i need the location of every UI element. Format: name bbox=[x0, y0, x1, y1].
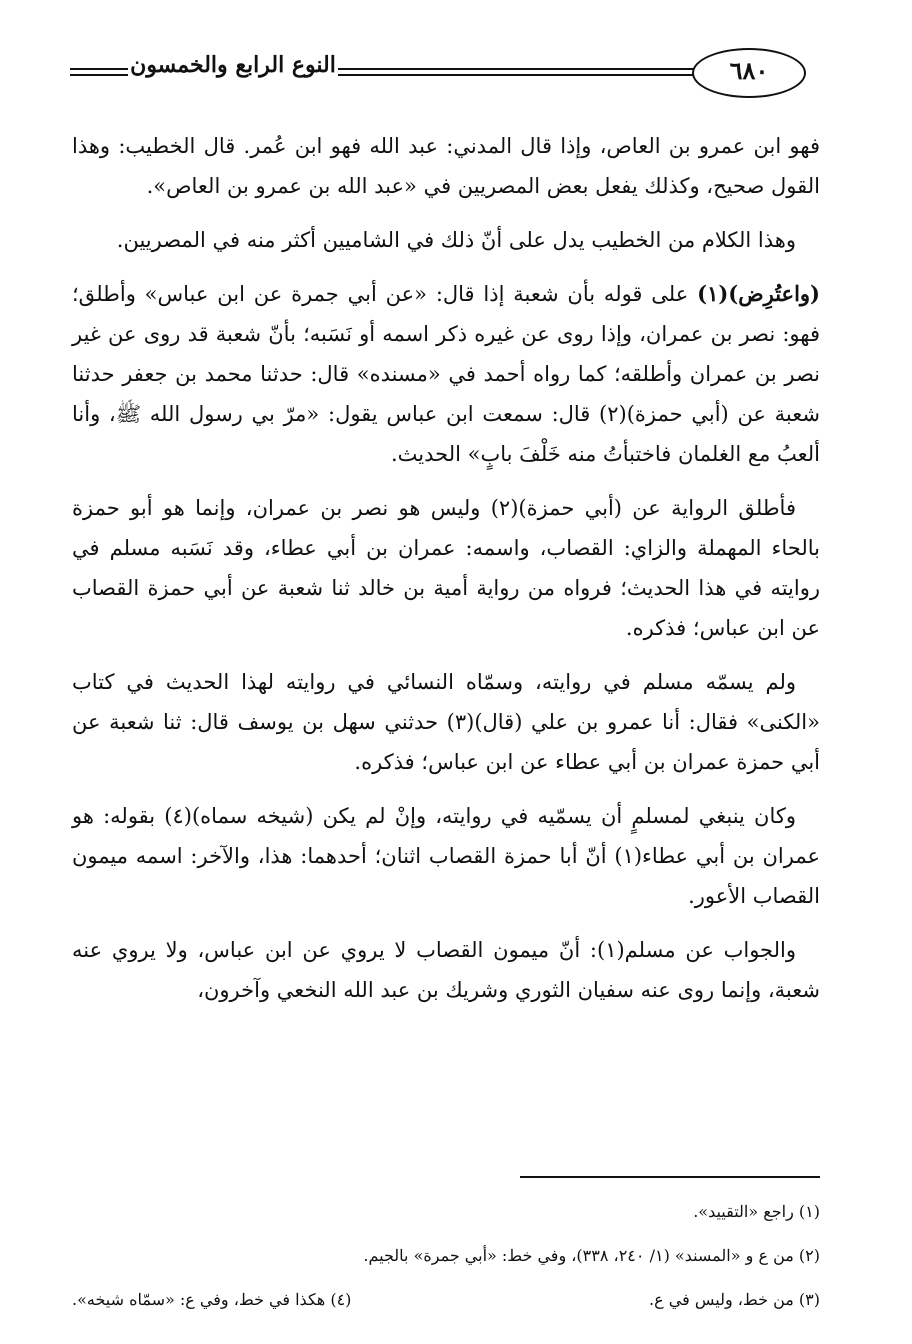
paragraph: على قوله بأن شعبة إذا قال: «عن أبي جمرة عن ابن عباس» وأطلق؛ فهو: نصر بن عمران، وإذا روى عن غيره ذكر اسمه أو نَسَبه؛ بأنّ شعبة قد روى عن غير نصر بن عمران وأطلقه؛ كما رواه أحمد في «مسنده» قال: حدثنا محمد بن جعفر حدثنا شعبة عن (أبي حمزة)(٢) قال: سمعت ابن عباس يقول: «مرّ بي رسول الله ﷺ، وأنا ألعبُ مع الغلمان فاختبأتُ منه خَلْفَ بابٍ» الحديث. bbox=[72, 282, 820, 466]
paragraph: وهذا الكلام من الخطيب يدل على أنّ ذلك في الشاميين أكثر منه في المصريين. bbox=[116, 228, 796, 252]
page-header bbox=[70, 40, 830, 100]
paragraph: والجواب عن مسلم(١): أنّ ميمون القصاب لا يروي عن ابن عباس، ولا يروي عنه شعبة، وإنما روى عنه سفيان الثوري وشريك بن عبد الله النخعي وآخرون، bbox=[72, 938, 820, 1002]
footnote-3: (٣) من خط، وليس في ع. bbox=[649, 1290, 820, 1309]
paragraph: ولم يسمّه مسلم في روايته، وسمّاه النسائي في روايته لهذا الحديث في كتاب «الكنى» فقال: أنا عمرو بن علي (قال)(٣) حدثني سهل بن يوسف قال: ثنا شعبة عن أبي حمزة عمران بن أبي عطاء عن ابن عباس؛ فذكره. bbox=[72, 670, 820, 774]
objection-lead: (واعتُرِض)(١) bbox=[697, 281, 820, 306]
paragraph: فأطلق الرواية عن (أبي حمزة)(٢) وليس هو نصر بن عمران، وإنما هو أبو حمزة بالحاء المهملة والزاي: القصاب، واسمه: عمران بن أبي عطاء، وقد نَسَبه مسلم في روايته في هذا الحديث؛ فرواه من رواية أمية بن خالد ثنا شعبة عن أبي حمزة القصاب عن ابن عباس؛ فذكره. bbox=[72, 496, 820, 640]
paragraph: فهو ابن عمرو بن العاص، وإذا قال المدني: عبد الله فهو ابن عُمر. قال الخطيب: وهذا القول صحيح، وكذلك يفعل بعض المصريين في «عبد الله بن عمرو بن العاص». bbox=[72, 134, 820, 198]
chapter-title: النوع الرابع والخمسون bbox=[130, 52, 336, 78]
footnote-2: (٢) من ع و «المسند» (١/ ٢٤٠، ٣٣٨)، وفي خط: «أبي جمرة» بالجيم. bbox=[363, 1246, 820, 1265]
footnote-separator bbox=[520, 1176, 820, 1178]
footnote-1: (١) راجع «التقييد». bbox=[693, 1202, 820, 1221]
page-number: ٦٨٠ bbox=[729, 56, 769, 85]
paragraph-objection bbox=[72, 274, 820, 474]
footnotes bbox=[72, 1190, 820, 1322]
header-rule bbox=[70, 68, 128, 70]
paragraph: وكان ينبغي لمسلمٍ أن يسمّيه في روايته، وإنْ لم يكن (شيخه سماه)(٤) بقوله: هو عمران بن أبي عطاء(١) أنّ أبا حمزة القصاب اثنان؛ أحدهما: هذا، والآخر: اسمه ميمون القصاب الأعور. bbox=[72, 804, 820, 908]
footnote-4: (٤) هكذا في خط، وفي ع: «سمّاه شيخه». bbox=[72, 1290, 352, 1309]
header-rule bbox=[70, 74, 128, 76]
body-text bbox=[72, 126, 820, 1024]
